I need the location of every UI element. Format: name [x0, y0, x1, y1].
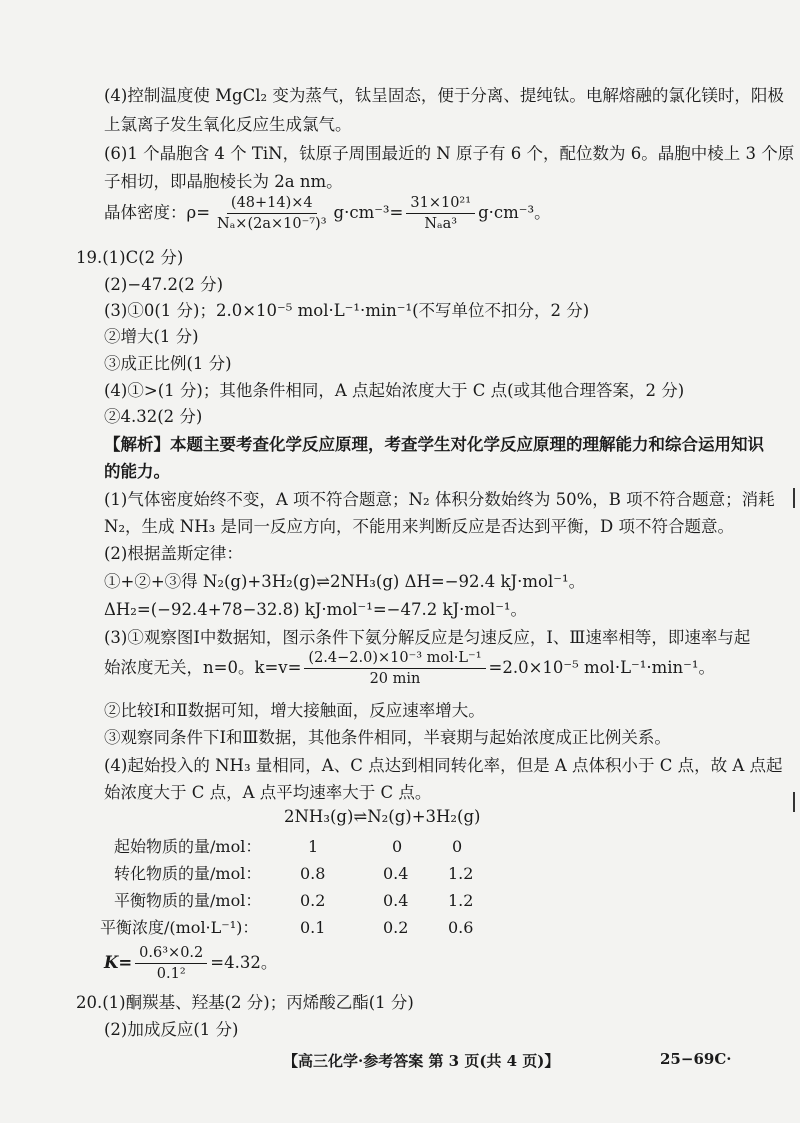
rate-fraction [304, 649, 485, 688]
ice-row-label: 转化物质的量/mol： [114, 864, 262, 883]
analysis-3-rate-formula [104, 649, 715, 688]
density-formula [104, 194, 551, 233]
ice-cell: 0.8 [300, 864, 326, 883]
density-frac1-numerator: (48+14)×4 [227, 194, 317, 214]
page-footer-title: 【高三化学·参考答案 第 3 页(共 4 页)】 [283, 1052, 560, 1070]
answer-q20-2: (2)加成反应(1 分) [104, 1020, 239, 1039]
equilibrium-constant [104, 944, 277, 983]
ice-row-label: 起始物质的量/mol： [114, 837, 262, 856]
k-result: =4.32。 [210, 953, 278, 972]
analysis-1-line2: N₂，生成 NH₃ 是同一反应方向，不能用来判断反应是否达到平衡，D 项不符合题意。 [104, 517, 734, 536]
density-fraction-2 [406, 194, 475, 233]
k-numerator: 0.6³×0.2 [135, 944, 207, 964]
analysis-2-line3: ΔH₂=(−92.4+78−32.8) kJ·mol⁻¹=−47.2 kJ·mol⁻¹。 [104, 600, 528, 619]
ice-cell: 0 [392, 837, 403, 856]
k-denominator: 0.1² [156, 966, 186, 982]
density-unit-2: g·cm⁻³。 [478, 203, 551, 222]
scan-edge-mark [793, 488, 795, 508]
ice-row-label: 平衡浓度/(mol·L⁻¹)： [100, 918, 259, 937]
ice-cell: 0.4 [383, 891, 409, 910]
ice-cell: 0.4 [383, 864, 409, 883]
ice-cell: 1.2 [448, 864, 474, 883]
scan-edge-mark [793, 792, 795, 812]
density-fraction-1 [213, 194, 331, 233]
analysis-2-line2: ①+②+③得 N₂(g)+3H₂(g)⇌2NH₃(g) ΔH=−92.4 kJ·mol⁻¹。 [104, 572, 586, 591]
rate-formula-result: =2.0×10⁻⁵ mol·L⁻¹·min⁻¹。 [488, 658, 715, 677]
analysis-3-line3: ②比较Ⅰ和Ⅱ数据可知，增大接触面，反应速率增大。 [104, 701, 485, 720]
reaction-equation: 2NH₃(g)⇌N₂(g)+3H₂(g) [284, 807, 481, 826]
answer-q19-1: 19.(1)C(2 分) [76, 248, 184, 267]
answer-q19-3c: ③成正比例(1 分) [104, 354, 232, 373]
ice-cell: 0.1 [300, 918, 326, 937]
answer-q20-1: 20.(1)酮羰基、羟基(2 分)；丙烯酸乙酯(1 分) [76, 993, 414, 1012]
analysis-4-line2: 始浓度大于 C 点，A 点平均速率大于 C 点。 [104, 783, 432, 802]
answer-q4-line1: (4)控制温度使 MgCl₂ 变为蒸气，钛呈固态，便于分离、提纯钛。电解熔融的氯化镁时，阳极 [104, 86, 784, 105]
analysis-4-line1: (4)起始投入的 NH₃ 量相同，A、C 点达到相同转化率，但是 A 点体积小于 C 点，故 A 点起 [104, 756, 783, 775]
page-footer-code: 25−69C· [660, 1050, 732, 1068]
analysis-3-line4: ③观察同条件下Ⅰ和Ⅲ数据，其他条件相同，半衰期与起始浓度成正比例关系。 [104, 728, 671, 747]
answer-q19-4a: (4)①>(1 分)；其他条件相同，A 点起始浓度大于 C 点(或其他合理答案，2 分) [104, 381, 685, 400]
answer-q6-line1: (6)1 个晶胞含 4 个 TiN，钛原子周围最近的 N 原子有 6 个，配位数为 6。晶胞中棱上 3 个原 [104, 144, 795, 163]
ice-cell: 1.2 [448, 891, 474, 910]
answer-q19-4b: ②4.32(2 分) [104, 407, 203, 426]
answer-q19-3b: ②增大(1 分) [104, 327, 199, 346]
analysis-intro-line1: 【解析】本题主要考查化学反应原理，考查学生对化学反应原理的理解能力和综合运用知识 [104, 435, 764, 454]
density-label: 晶体密度：ρ= [104, 203, 211, 222]
k-fraction [135, 944, 207, 983]
rate-formula-prefix: 始浓度无关，n=0。k=v= [104, 658, 302, 677]
density-frac2-numerator: 31×10²¹ [406, 194, 475, 214]
ice-row-label: 平衡物质的量/mol： [114, 891, 262, 910]
rate-frac-numerator: (2.4−2.0)×10⁻³ mol·L⁻¹ [304, 649, 485, 669]
ice-cell: 0.2 [383, 918, 409, 937]
density-unit-1: g·cm⁻³= [333, 203, 404, 222]
ice-cell: 0.2 [300, 891, 326, 910]
answer-q19-2: (2)−47.2(2 分) [104, 275, 224, 294]
density-frac1-denominator: Nₐ×(2a×10⁻⁷)³ [217, 216, 327, 232]
rate-frac-denominator: 20 min [369, 671, 421, 687]
ice-cell: 0 [452, 837, 463, 856]
answer-q4-line2: 上氯离子发生氧化反应生成氯气。 [104, 115, 352, 134]
analysis-3-line1: (3)①观察图Ⅰ中数据知，图示条件下氨分解反应是匀速反应，Ⅰ、Ⅲ速率相等，即速率与起 [104, 628, 751, 647]
analysis-2-line1: (2)根据盖斯定律： [104, 544, 243, 563]
analysis-1-line1: (1)气体密度始终不变，A 项不符合题意；N₂ 体积分数始终为 50%，B 项不符合题意；消耗 [104, 490, 775, 509]
ice-cell: 1 [308, 837, 319, 856]
ice-cell: 0.6 [448, 918, 474, 937]
answer-q6-line2: 子相切，即晶胞棱长为 2a nm。 [104, 172, 343, 191]
k-label: K= [104, 953, 133, 972]
answer-q19-3a: (3)①0(1 分)；2.0×10⁻⁵ mol·L⁻¹·min⁻¹(不写单位不扣分，2 分) [104, 301, 590, 320]
analysis-intro-line2: 的能力。 [104, 462, 170, 481]
density-frac2-denominator: Nₐa³ [424, 216, 458, 232]
